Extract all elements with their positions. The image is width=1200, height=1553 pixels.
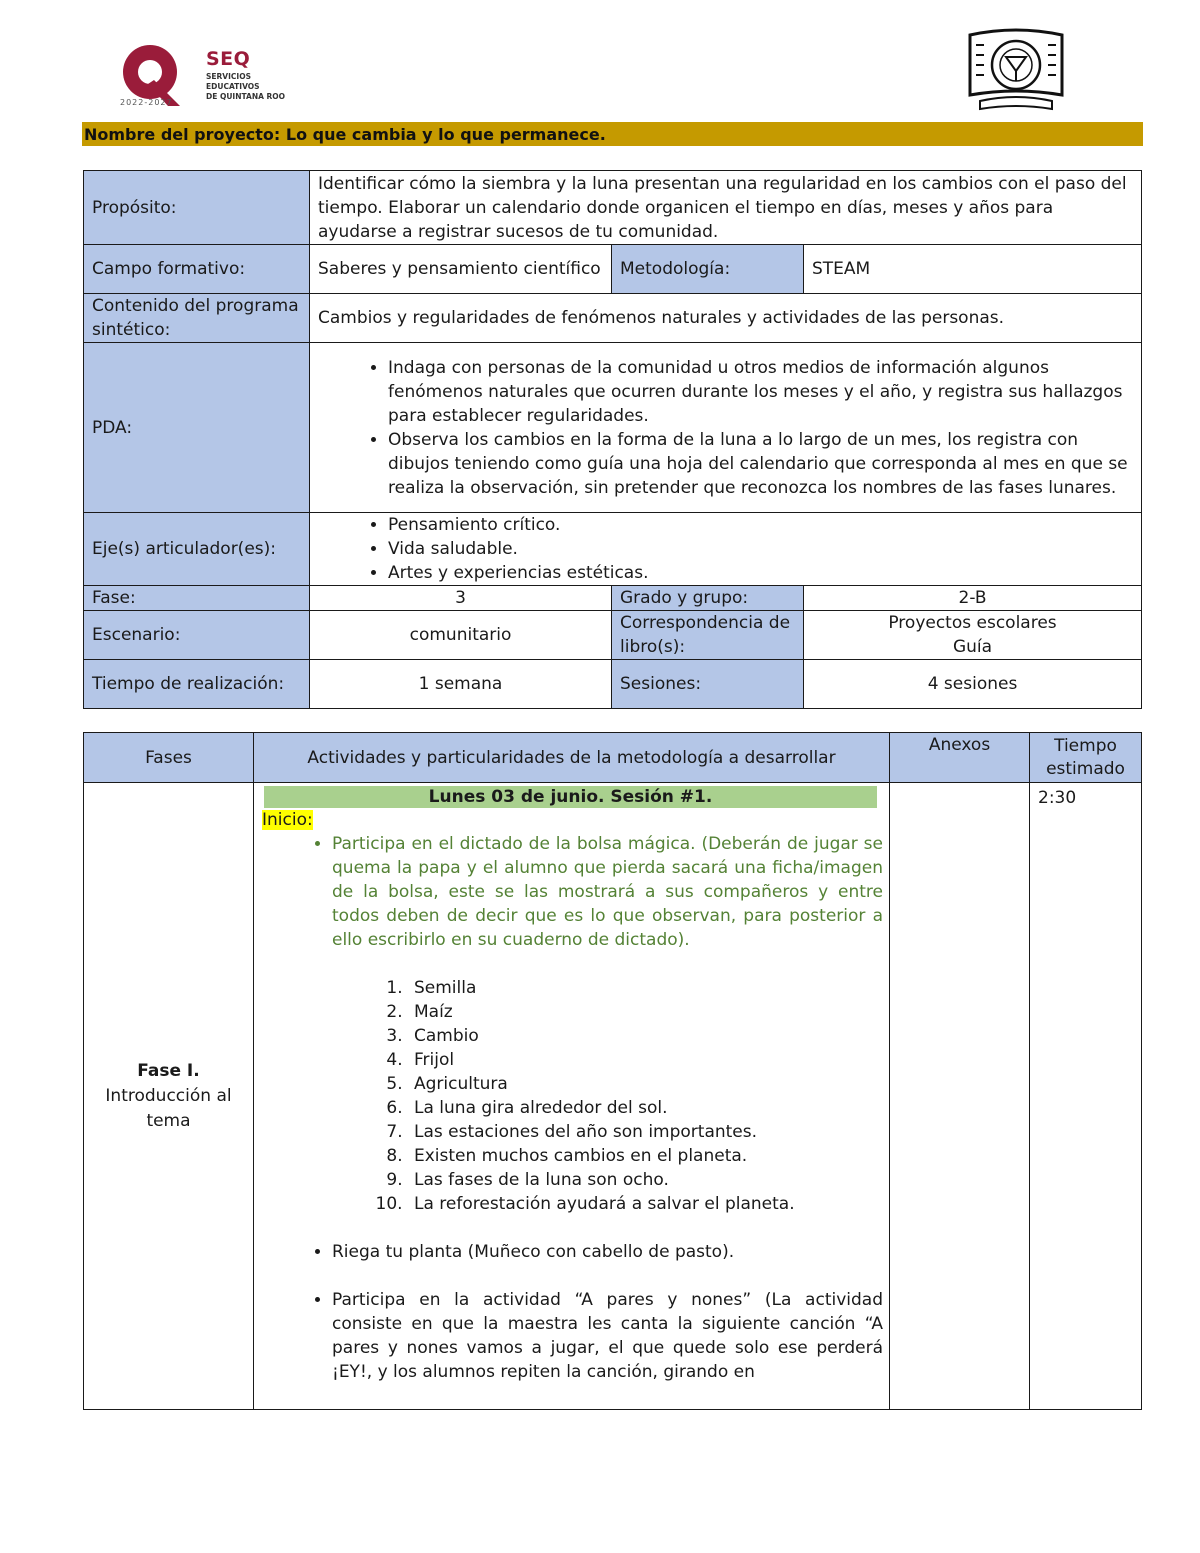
escenario-label: Escenario: [84, 611, 310, 660]
row-tiempo [84, 660, 1142, 709]
fase-label: Fase: [84, 586, 310, 611]
tiempo-label: Tiempo de realización: [84, 660, 310, 709]
activity-list [258, 1288, 883, 1384]
fase-description: Introducción al tema [105, 1085, 232, 1131]
metodologia-value: STEAM [804, 245, 1142, 294]
seq-years: 2022-2027 [120, 98, 173, 107]
grado-value: 2-B [804, 586, 1142, 611]
row-proposito [84, 171, 1142, 245]
contenido-label: Contenido del programa sintético: [84, 294, 310, 343]
activities-content [254, 783, 889, 1407]
contenido-value: Cambios y regularidades de fenómenos naturales y actividades de las personas. [310, 294, 1142, 343]
project-title: Nombre del proyecto: Lo que cambia y lo que permanece. [84, 125, 606, 144]
row-escenario [84, 611, 1142, 660]
row-pda [84, 343, 1142, 513]
dictado-word: 6. La luna gira alrededor del sol. [408, 1096, 883, 1120]
proposito-label: Propósito: [84, 171, 310, 245]
correspondencia-value [804, 611, 1142, 660]
correspondencia-book: Proyectos escolares [888, 613, 1057, 633]
school-seal-icon [966, 25, 1066, 111]
eje-item: • Vida saludable. [388, 537, 1133, 561]
tiempo-cell: 2:30 [1030, 783, 1142, 1410]
inicio-label: Inicio: [262, 810, 313, 830]
fase-name: Fase I. [137, 1060, 200, 1081]
seq-subtitle-line: EDUCATIVOS [206, 82, 260, 91]
sesiones-value: 4 sesiones [804, 660, 1142, 709]
seq-subtitle [206, 72, 285, 102]
col-anexos-header: Anexos [890, 733, 1030, 783]
col-actividades-header: Actividades y particularidades de la metodología a desarrollar [254, 733, 890, 783]
dictado-word: 8. Existen muchos cambios en el planeta. [408, 1144, 883, 1168]
activity-list [258, 832, 883, 952]
activities-header-row [84, 733, 1142, 783]
row-fase [84, 586, 1142, 611]
ejes-list [318, 513, 1133, 585]
proposito-value: Identificar cómo la siembra y la luna presentan una regularidad en los cambios con el paso del tiempo. Elaborar un calendario donde organicen el tiempo en días, meses y años para ayudarse a registrar sucesos de tu comunidad. [310, 171, 1142, 245]
dictado-word: 3. Cambio [408, 1024, 883, 1048]
dictado-word: 5. Agricultura [408, 1072, 883, 1096]
seq-subtitle-line: DE QUINTANA ROO [206, 92, 286, 101]
fase-cell [84, 783, 254, 1410]
fase-value: 3 [310, 586, 612, 611]
col-tiempo-header: Tiempo estimado [1030, 733, 1142, 783]
activity-item-dictado: • Participa en el dictado de la bolsa mágica. (Deberán de jugar se quema la papa y el alumno que pierda sacará una ficha/imagen de la bolsa, este se las mostrará a sus compañeros y entre todos deben de decir que es lo que observan, para posterior a ello escribirlo en su cuaderno de dictado). [332, 832, 883, 952]
activity-list [258, 1240, 883, 1264]
activity-row [84, 783, 1142, 1410]
dictado-word: 7. Las estaciones del año son importantes. [408, 1120, 883, 1144]
anexos-cell [890, 783, 1030, 1410]
eje-item: • Pensamiento crítico. [388, 513, 1133, 537]
col-fases-header: Fases [84, 733, 254, 783]
metodologia-label: Metodología: [612, 245, 804, 294]
dictado-word: 1. Semilla [408, 976, 883, 1000]
pda-label: PDA: [84, 343, 310, 513]
escenario-value: comunitario [310, 611, 612, 660]
pda-list [318, 356, 1133, 500]
dictado-word: 4. Frijol [408, 1048, 883, 1072]
pda-item: • Indaga con personas de la comunidad u otros medios de información algunos fenómenos naturales que ocurren durante los meses y el año, y registra sus hallazgos para establecer regularidades. [388, 356, 1133, 428]
campo-value: Saberes y pensamiento científico [310, 245, 612, 294]
activities-cell [254, 783, 890, 1410]
activity-item-pares: • Participa en la actividad “A pares y nones” (La actividad consiste en que la maestra les canta la siguiente canción “A pares y nones vamos a jugar, el que quede solo ese perderá ¡EY!, y los alumnos repiten la canción, girando en [332, 1288, 883, 1384]
activities-table [83, 732, 1142, 1410]
pda-value [310, 343, 1142, 513]
seq-subtitle-line: SERVICIOS [206, 72, 251, 81]
grado-label: Grado y grupo: [612, 586, 804, 611]
row-ejes [84, 513, 1142, 586]
dictado-word-list [258, 976, 883, 1216]
project-name-bar [82, 122, 1143, 146]
ejes-label: Eje(s) articulador(es): [84, 513, 310, 586]
sesiones-label: Sesiones: [612, 660, 804, 709]
session-title: Lunes 03 de junio. Sesión #1. [264, 786, 877, 808]
correspondencia-book: Guía [952, 637, 993, 657]
ejes-value [310, 513, 1142, 586]
campo-label: Campo formativo: [84, 245, 310, 294]
correspondencia-label: Correspondencia de libro(s): [612, 611, 804, 660]
row-campo [84, 245, 1142, 294]
row-contenido [84, 294, 1142, 343]
project-info-table [83, 170, 1142, 709]
dictado-word: 9. Las fases de la luna son ocho. [408, 1168, 883, 1192]
tiempo-value: 1 semana [310, 660, 612, 709]
activity-item-riega: • Riega tu planta (Muñeco con cabello de pasto). [332, 1240, 883, 1264]
dictado-word: 2. Maíz [408, 1000, 883, 1024]
seq-acronym: SEQ [206, 48, 251, 70]
pda-item: • Observa los cambios en la forma de la luna a lo largo de un mes, los registra con dibujos teniendo como guía una hoja del calendario que corresponda al mes en que se realiza la observación, sin pretender que reconozca los nombres de las fases lunares. [388, 428, 1133, 500]
seq-logo [114, 40, 304, 110]
eje-item: • Artes y experiencias estéticas. [388, 561, 1133, 585]
dictado-word: 10. La reforestación ayudará a salvar el planeta. [408, 1192, 883, 1216]
